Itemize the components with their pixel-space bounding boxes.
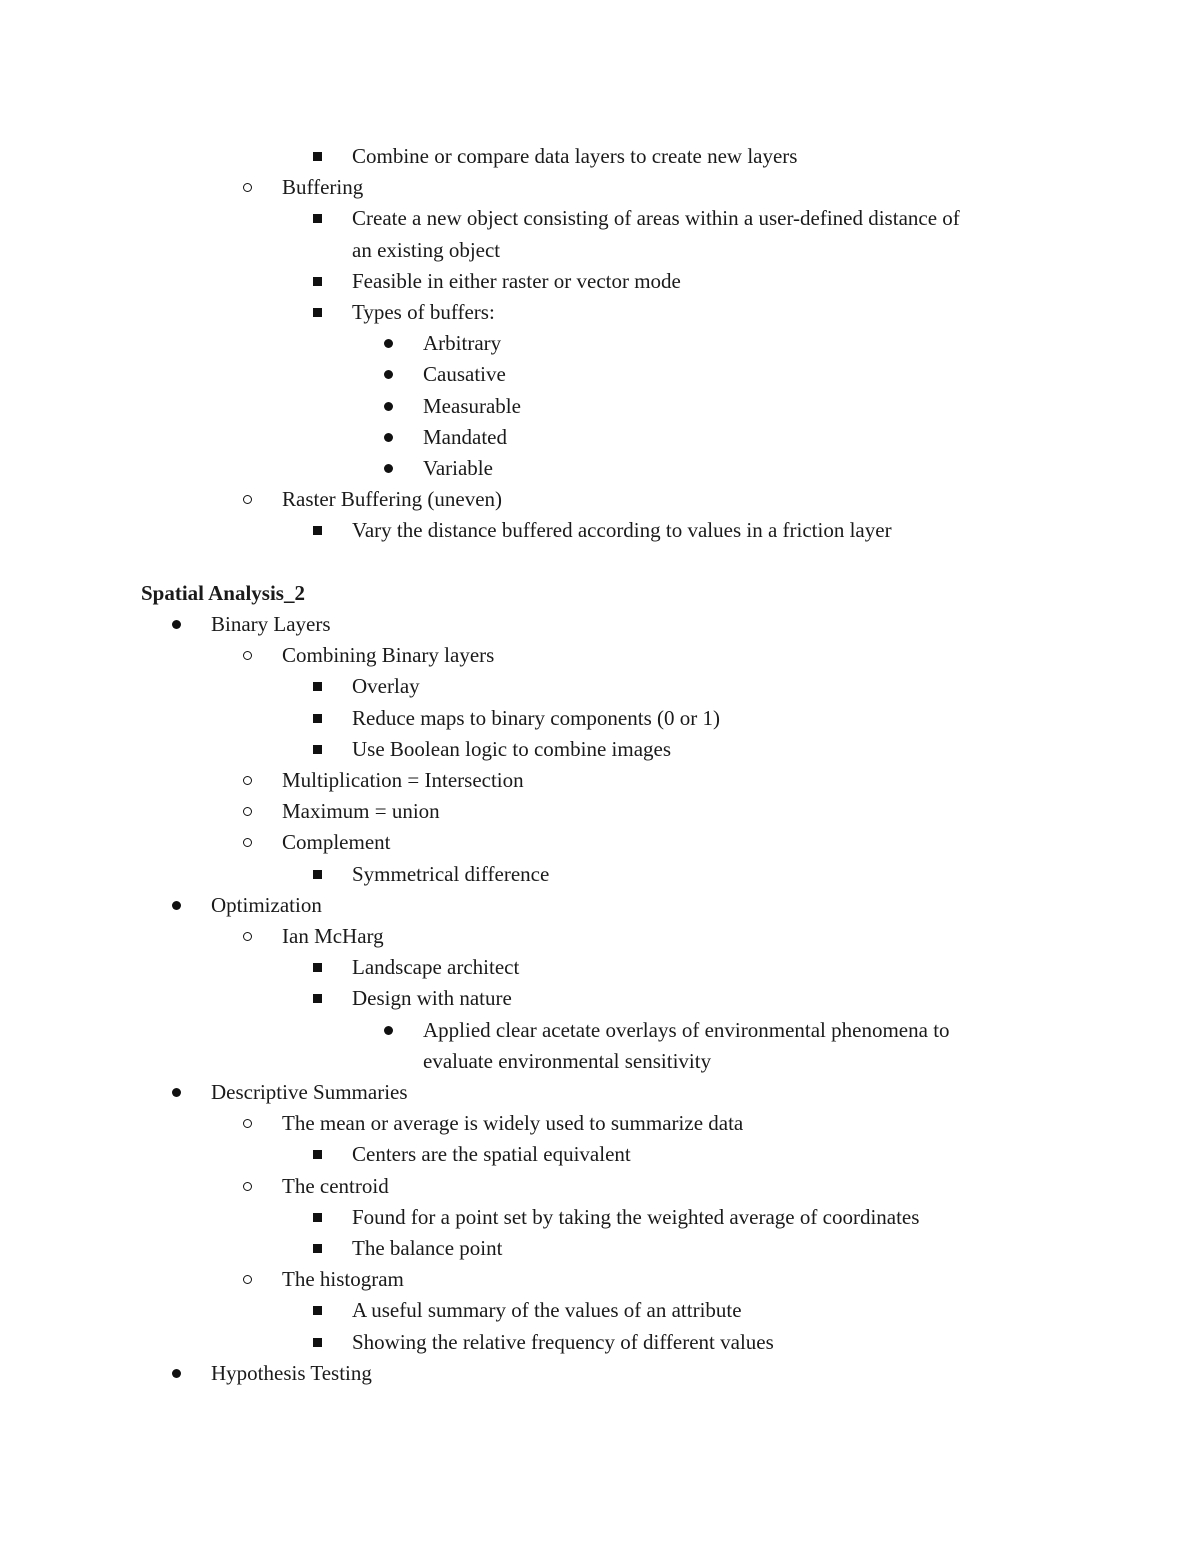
list-item-level-3: Landscape architect <box>352 955 520 980</box>
section-heading: Spatial Analysis_2 <box>141 580 305 605</box>
list-item-level-3: Feasible in either raster or vector mode <box>352 268 681 293</box>
list-item-level-3: Centers are the spatial equivalent <box>352 1142 631 1167</box>
list-item-level-2: Maximum = union <box>282 799 440 824</box>
circle-bullet-icon <box>239 640 255 671</box>
list-item-level-2: Buffering <box>282 175 364 200</box>
square-bullet-icon <box>309 1139 325 1170</box>
list-item-level-2: The histogram <box>282 1267 404 1292</box>
list-item-level-4: Measurable <box>423 393 521 418</box>
list-item-level-1: Optimization <box>211 892 322 917</box>
square-bullet-icon <box>309 703 325 734</box>
square-bullet-icon <box>309 515 325 546</box>
list-item-level-2: Complement <box>282 830 391 855</box>
list-item-level-1: Descriptive Summaries <box>211 1080 408 1104</box>
circle-bullet-icon <box>239 827 255 858</box>
list-item-level-3: Combine or compare data layers to create new layers <box>352 144 798 168</box>
square-bullet-icon <box>309 1295 325 1326</box>
square-bullet-icon <box>309 952 325 983</box>
list-item-level-4: Arbitrary <box>423 331 502 356</box>
list-item-level-2: Ian McHarg <box>282 924 384 948</box>
disc-bullet-icon <box>380 359 396 390</box>
list-item-level-1: Hypothesis Testing <box>211 1360 372 1385</box>
disc-bullet-icon <box>168 1077 184 1108</box>
list-item-level-3: The balance point <box>352 1236 503 1260</box>
list-item-level-3: A useful summary of the values of an attribute <box>352 1298 742 1323</box>
list-item-level-2: The centroid <box>282 1173 389 1198</box>
disc-bullet-icon <box>168 890 184 921</box>
square-bullet-icon <box>309 141 325 172</box>
circle-bullet-icon <box>239 1108 255 1139</box>
disc-bullet-icon <box>380 1015 396 1046</box>
list-item-continuation: an existing object <box>352 237 501 262</box>
circle-bullet-icon <box>239 1171 255 1202</box>
list-item-level-2: Combining Binary layers <box>282 643 495 668</box>
circle-bullet-icon <box>239 172 255 203</box>
circle-bullet-icon <box>239 796 255 827</box>
disc-bullet-icon <box>380 391 396 422</box>
square-bullet-icon <box>309 859 325 890</box>
list-item-level-4: Variable <box>423 456 493 480</box>
square-bullet-icon <box>309 297 325 328</box>
square-bullet-icon <box>309 1327 325 1358</box>
square-bullet-icon <box>309 203 325 234</box>
list-item-level-3: Use Boolean logic to combine images <box>352 736 672 761</box>
list-item-level-2: The mean or average is widely used to summarize data <box>282 1111 744 1136</box>
list-item-level-3: Showing the relative frequency of different values <box>352 1329 774 1354</box>
list-item-level-2: Raster Buffering (uneven) <box>282 487 503 512</box>
list-item-level-3: Symmetrical difference <box>352 861 550 886</box>
square-bullet-icon <box>309 671 325 702</box>
list-item-level-3: Vary the distance buffered according to values in a friction layer <box>352 518 892 543</box>
list-item-level-1: Binary Layers <box>211 612 331 636</box>
list-item-level-4: Applied clear acetate overlays of environmental phenomena to <box>423 1017 950 1042</box>
list-item-continuation: evaluate environmental sensitivity <box>423 1048 712 1073</box>
list-item-level-4: Mandated <box>423 424 507 449</box>
list-item-level-3: Design with nature <box>352 986 512 1011</box>
list-item-level-2: Multiplication = Intersection <box>282 768 524 792</box>
list-item-level-3: Found for a point set by taking the weighted average of coordinates <box>352 1204 920 1229</box>
disc-bullet-icon <box>380 422 396 453</box>
circle-bullet-icon <box>239 921 255 952</box>
list-item-level-3: Reduce maps to binary components (0 or 1) <box>352 705 720 730</box>
list-item-level-3: Types of buffers: <box>352 300 495 324</box>
square-bullet-icon <box>309 1202 325 1233</box>
list-item-level-3: Create a new object consisting of areas within a user-defined distance of <box>352 206 960 231</box>
square-bullet-icon <box>309 983 325 1014</box>
disc-bullet-icon <box>380 328 396 359</box>
square-bullet-icon <box>309 266 325 297</box>
circle-bullet-icon <box>239 765 255 796</box>
list-item-level-4: Causative <box>423 362 506 387</box>
square-bullet-icon <box>309 734 325 765</box>
list-item-level-3: Overlay <box>352 674 420 699</box>
disc-bullet-icon <box>380 453 396 484</box>
circle-bullet-icon <box>239 1264 255 1295</box>
disc-bullet-icon <box>168 1358 184 1389</box>
disc-bullet-icon <box>168 609 184 640</box>
circle-bullet-icon <box>239 484 255 515</box>
square-bullet-icon <box>309 1233 325 1264</box>
